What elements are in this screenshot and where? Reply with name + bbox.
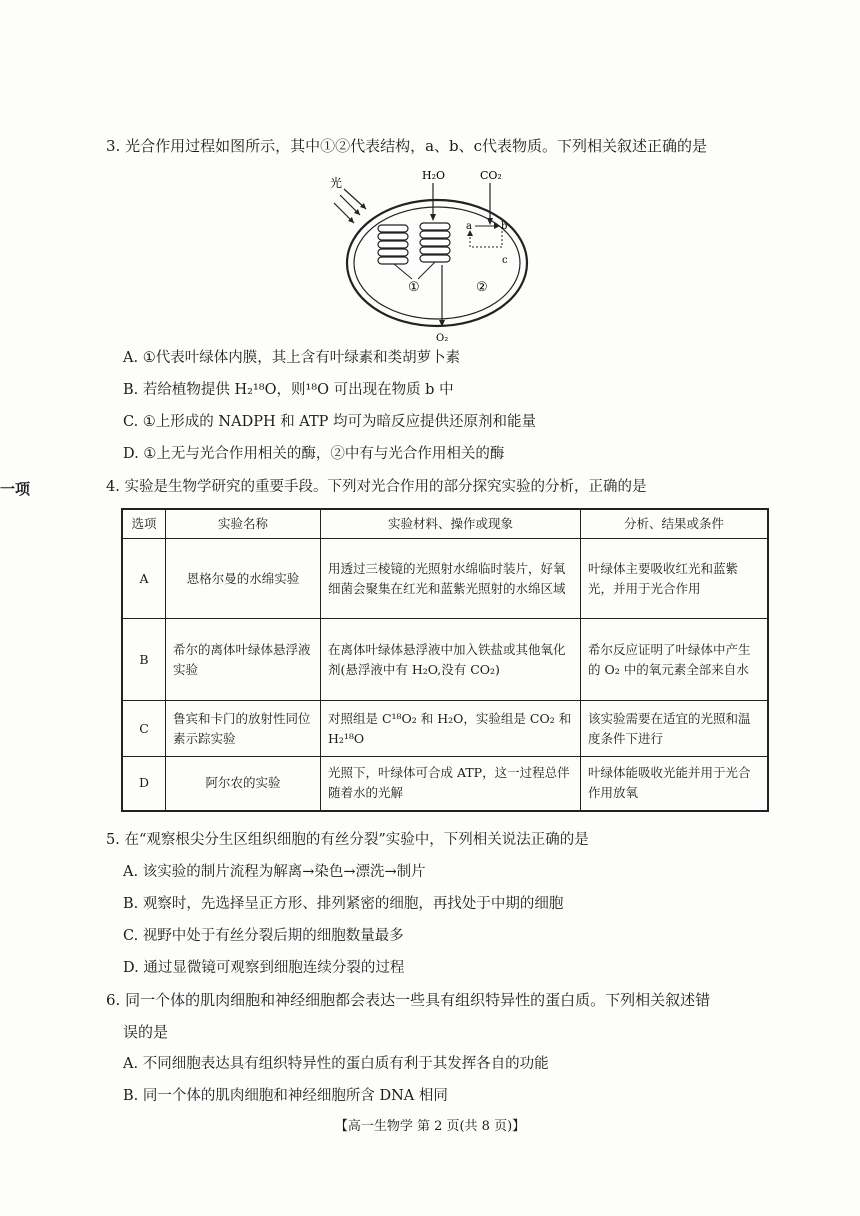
q3-option-a: A. ①代表叶绿体内膜，其上含有叶绿素和类胡萝卜素 bbox=[123, 350, 461, 366]
table-header-row bbox=[122, 509, 768, 539]
q3-stem: 3. 光合作用过程如图所示，其中①②代表结构，a、b、c代表物质。下列相关叙述正确的是 bbox=[106, 137, 708, 155]
grana-stack-2 bbox=[420, 223, 450, 262]
table-row bbox=[122, 701, 768, 757]
q6-stem-line1: 6. 同一个体的肌肉细胞和神经细胞都会表达一些具有组织特异性的蛋白质。下列相关叙述错 bbox=[106, 991, 711, 1009]
substance-a-label: a bbox=[466, 221, 472, 232]
q5-option-d: D. 通过显微镜可观察到细胞连续分裂的过程 bbox=[123, 960, 405, 976]
q5-option-c: C. 视野中处于有丝分裂后期的细胞数量最多 bbox=[123, 928, 404, 944]
row-option: D bbox=[122, 757, 166, 811]
q4-stem: 4. 实验是生物学研究的重要手段。下列对光合作用的部分探究实验的分析，正确的是 bbox=[106, 479, 647, 495]
grana-stack-1 bbox=[378, 225, 408, 264]
margin-mark: 一项 bbox=[0, 480, 31, 498]
row-material: 对照组是 C¹⁸O₂ 和 H₂O，实验组是 CO₂ 和 H₂¹⁸O bbox=[321, 701, 581, 757]
table-row bbox=[122, 539, 768, 619]
chloroplast-outer-membrane bbox=[347, 200, 527, 326]
row-name: 鲁宾和卡门的放射性同位素示踪实验 bbox=[166, 701, 321, 757]
substance-c-label: c bbox=[502, 255, 508, 266]
row-name: 恩格尔曼的水绵实验 bbox=[166, 539, 321, 619]
q3-option-d: D. ①上无与光合作用相关的酶，②中有与光合作用相关的酶 bbox=[123, 446, 505, 462]
experiment-table bbox=[121, 508, 769, 812]
light-label: 光 bbox=[330, 176, 343, 190]
header-material: 实验材料、操作或现象 bbox=[321, 509, 581, 539]
row-analysis: 叶绿体能吸收光能并用于光合作用放氧 bbox=[581, 757, 769, 811]
q5-option-a: A. 该实验的制片流程为解离→染色→漂洗→制片 bbox=[123, 864, 426, 880]
table-row bbox=[122, 619, 768, 701]
row-name: 阿尔农的实验 bbox=[166, 757, 321, 811]
co2-label: CO₂ bbox=[480, 169, 502, 182]
page-footer: 【高一生物学 第 2 页(共 8 页)】 bbox=[334, 1119, 526, 1134]
table-row bbox=[122, 757, 768, 811]
row-option: A bbox=[122, 539, 166, 619]
row-analysis: 希尔反应证明了叶绿体中产生的 O₂ 中的氧元素全部来自水 bbox=[581, 619, 769, 701]
substance-b-label: b bbox=[501, 221, 508, 232]
q5-option-b: B. 观察时，先选择呈正方形、排列紧密的细胞，再找处于中期的细胞 bbox=[123, 896, 564, 912]
row-material: 在离体叶绿体悬浮液中加入铁盐或其他氧化剂(悬浮液中有 H₂O,没有 CO₂) bbox=[321, 619, 581, 701]
h2o-label: H₂O bbox=[422, 169, 446, 182]
q6-option-a: A. 不同细胞表达具有组织特异性的蛋白质有利于其发挥各自的功能 bbox=[123, 1056, 549, 1072]
q6-option-b: B. 同一个体的肌肉细胞和神经细胞所含 DNA 相同 bbox=[123, 1088, 448, 1104]
q6-stem-line2: 误的是 bbox=[123, 1023, 169, 1041]
row-option: C bbox=[122, 701, 166, 757]
structure-2-label: ② bbox=[476, 280, 488, 295]
photosynthesis-diagram bbox=[330, 165, 540, 345]
structure-1-label: ① bbox=[408, 280, 420, 295]
row-analysis: 该实验需要在适宜的光照和温度条件下进行 bbox=[581, 701, 769, 757]
header-analysis: 分析、结果或条件 bbox=[581, 509, 769, 539]
row-option: B bbox=[122, 619, 166, 701]
row-material: 光照下，叶绿体可合成 ATP，这一过程总伴随着水的光解 bbox=[321, 757, 581, 811]
q5-stem: 5. 在“观察根尖分生区组织细胞的有丝分裂”实验中，下列相关说法正确的是 bbox=[106, 832, 589, 848]
row-analysis: 叶绿体主要吸收红光和蓝紫光，并用于光合作用 bbox=[581, 539, 769, 619]
header-option: 选项 bbox=[122, 509, 166, 539]
q3-option-c: C. ①上形成的 NADPH 和 ATP 均可为暗反应提供还原剂和能量 bbox=[123, 414, 537, 430]
row-material: 用透过三棱镜的光照射水绵临时装片，好氧细菌会聚集在红光和蓝紫光照射的水绵区域 bbox=[321, 539, 581, 619]
row-name: 希尔的离体叶绿体悬浮液实验 bbox=[166, 619, 321, 701]
q3-option-b: B. 若给植物提供 H₂¹⁸O，则¹⁸O 可出现在物质 b 中 bbox=[123, 382, 454, 398]
o2-label: O₂ bbox=[436, 333, 449, 344]
header-name: 实验名称 bbox=[166, 509, 321, 539]
